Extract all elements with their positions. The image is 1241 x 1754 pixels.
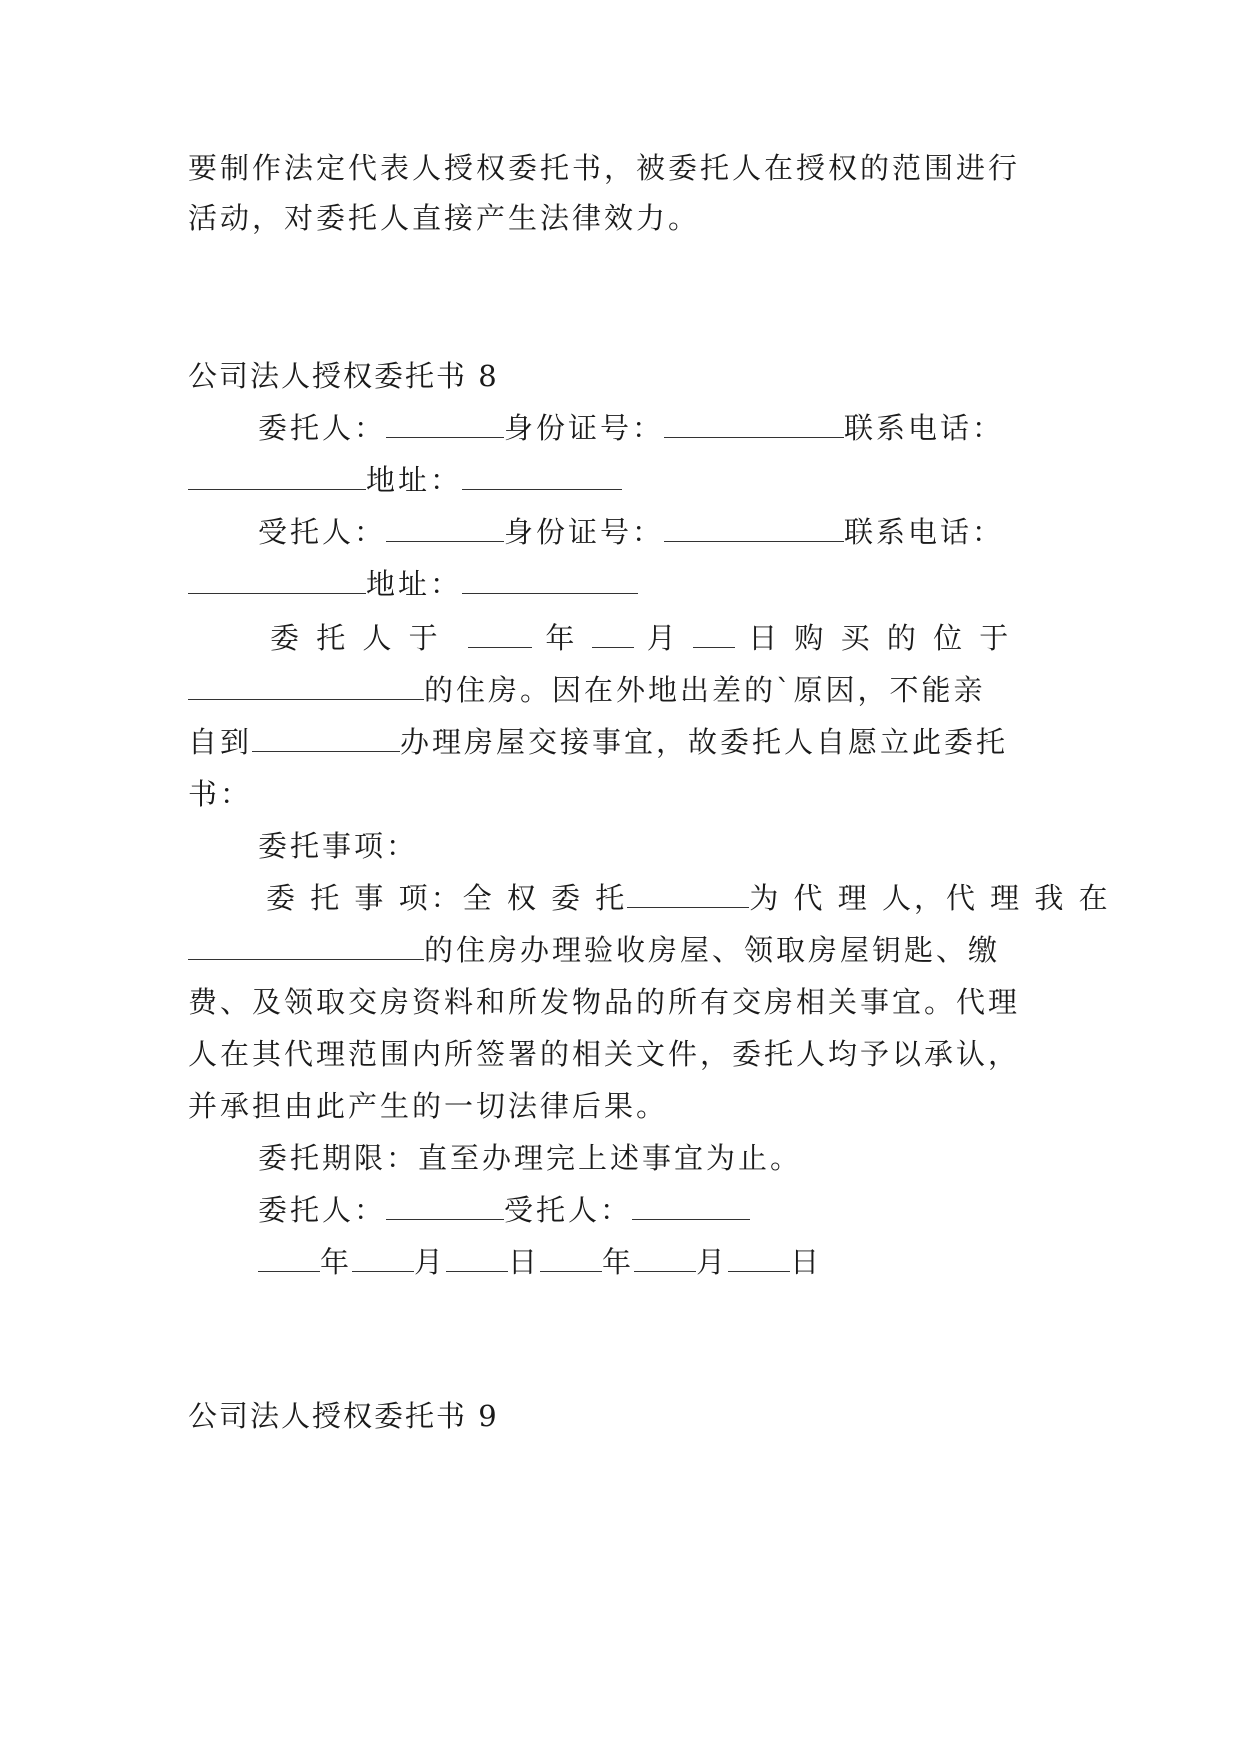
date-2-day-label: 日 (790, 1245, 823, 1279)
agent-id-label: 身份证号： (504, 515, 665, 549)
principal-address-blank[interactable] (462, 463, 622, 490)
purchase-line (270, 618, 1012, 658)
reason-end-line: 书： (188, 777, 253, 811)
date-1-year-label: 年 (320, 1245, 353, 1279)
section-9-title: 公司法人授权委托书 9 (188, 1399, 499, 1433)
reason-place-blank[interactable] (252, 725, 400, 752)
matters-text-a: 委 托 事 项：全 权 委 托 (266, 881, 628, 915)
principal-label: 委托人： (258, 411, 387, 445)
date-1-day-label: 日 (508, 1245, 541, 1279)
intro-line-2: 活动，对委托人直接产生法律效力。 (188, 201, 701, 235)
agent-address-line (188, 564, 638, 604)
matters-line-5: 并承担由此产生的一切法律后果。 (188, 1089, 669, 1123)
matters-agent-blank[interactable] (627, 881, 749, 908)
principal-id-blank[interactable] (664, 411, 844, 438)
agent-label: 受托人： (258, 515, 387, 549)
date-2-year-label: 年 (602, 1245, 635, 1279)
sign-principal-blank[interactable] (386, 1193, 504, 1220)
date-1-month-blank[interactable] (352, 1245, 414, 1272)
principal-phone-label: 联系电话： (844, 411, 1005, 445)
term-line: 委托期限：直至办理完上述事宜为止。 (258, 1141, 803, 1175)
matters-text-c: 的住房办理验收房屋、领取房屋钥匙、缴 (424, 933, 1001, 967)
principal-address-label: 地址： (366, 463, 463, 497)
purchase-month-label: 月 (646, 621, 680, 655)
purchase-day-blank[interactable] (693, 621, 735, 648)
section-8-title: 公司法人授权委托书 8 (188, 359, 499, 393)
purchase-day-text: 日 购 买 的 位 于 (748, 621, 1013, 655)
house-line (188, 670, 986, 710)
date-2-year-blank[interactable] (540, 1245, 602, 1272)
date-1-day-blank[interactable] (446, 1245, 508, 1272)
date-line (258, 1242, 822, 1282)
matters-line-1 (266, 878, 1111, 918)
agent-address-blank[interactable] (462, 567, 638, 594)
date-1-month-label: 月 (414, 1245, 447, 1279)
purchase-month-blank[interactable] (592, 621, 634, 648)
agent-phone-label: 联系电话： (844, 515, 1005, 549)
matters-line-2 (188, 930, 1000, 970)
principal-info-line (258, 408, 1004, 448)
principal-address-line (188, 460, 622, 500)
date-2-month-blank[interactable] (634, 1245, 696, 1272)
matters-line-4: 人在其代理范围内所签署的相关文件，委托人均予以承认， (188, 1037, 1021, 1071)
principal-phone-blank[interactable] (188, 463, 366, 490)
sign-principal-label: 委托人： (258, 1193, 387, 1227)
agent-phone-blank[interactable] (188, 567, 366, 594)
reason-line (188, 722, 1008, 762)
date-2-day-blank[interactable] (728, 1245, 790, 1272)
principal-id-label: 身份证号： (504, 411, 665, 445)
sign-agent-blank[interactable] (632, 1193, 750, 1220)
agent-name-blank[interactable] (386, 515, 504, 542)
matters-title: 委托事项： (258, 829, 419, 863)
agent-info-line (258, 512, 1004, 552)
house-text: 的住房。因在外地出差的`原因，不能亲 (424, 673, 986, 707)
reason-text: 办理房屋交接事宜，故委托人自愿立此委托 (400, 725, 1009, 759)
sign-agent-label: 受托人： (504, 1193, 633, 1227)
date-2-month-label: 月 (696, 1245, 729, 1279)
house-location-blank[interactable] (188, 673, 424, 700)
matters-location-blank[interactable] (188, 933, 424, 960)
reason-head: 自到 (188, 725, 253, 759)
agent-address-label: 地址： (366, 567, 463, 601)
principal-name-blank[interactable] (386, 411, 504, 438)
purchase-text: 委 托 人 于 (270, 621, 442, 655)
date-1-year-blank[interactable] (258, 1245, 320, 1272)
signature-line (258, 1190, 750, 1230)
matters-text-b: 为 代 理 人，代 理 我 在 (749, 881, 1111, 915)
intro-line-1: 要制作法定代表人授权委托书，被委托人在授权的范围进行 (188, 151, 1021, 185)
matters-line-3: 费、及领取交房资料和所发物品的所有交房相关事宜。代理 (188, 985, 1021, 1019)
agent-id-blank[interactable] (664, 515, 844, 542)
purchase-year-blank[interactable] (468, 621, 532, 648)
purchase-year-label: 年 (545, 621, 579, 655)
